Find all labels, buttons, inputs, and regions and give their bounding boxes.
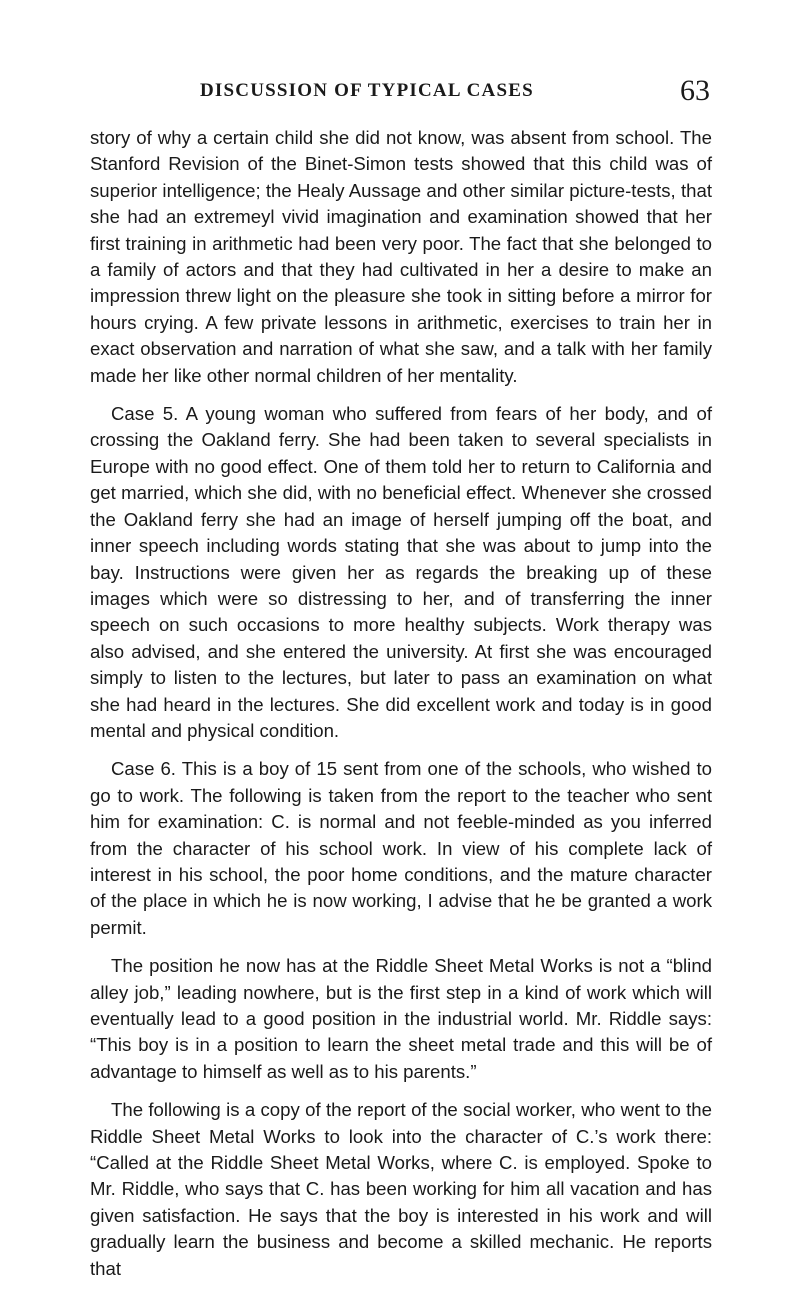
- paragraph-social-worker-report: The following is a copy of the report of the social worker, who went to the Riddle Sheet Metal Works to look into the character of C.’s work there: “Called at the Riddle Sheet Metal Works, where C. is employed. Spoke to Mr. Riddle, who says that C. has been working for him all vacation and has given satisfaction. He says that the boy is interested in his work and will gradually learn the business and become a skilled mechanic. He reports that: [90, 1099, 712, 1279]
- paragraph-continuation: story of why a certain child she did not know, was absent from school. The Stanford Revision of the Binet-Simon tests showed that this child was of superior intelligence; the Healy Aussage and other similar picture-tests, that she had an extremeyl vivid imagination and examination showed that her first training in arithmetic had been very poor. The fact that she belonged to a family of actors and that they had cultivated in her a desire to make an impression threw light on the pleasure she took in sitting before a mirror for hours crying. A few private lessons in arithmetic, exercises to train her in exact observation and narration of what she saw, and a talk with her family made her like other normal children of her mentality.: [90, 127, 712, 386]
- paragraph-case-6: Case 6. This is a boy of 15 sent from one of the schools, who wished to go to work. The following is taken from the report to the teacher who sent him for examination: C. is normal and not feeble-minded as you inferred from the character of his school work. In view of his complete lack of interest in his school, the poor home conditions, and the mature character of the place in which he is now working, I advise that he be granted a work permit.: [90, 758, 712, 938]
- paragraph-case-5: Case 5. A young woman who suffered from fears of her body, and of crossing the Oakland ferry. She had been taken to several specialists in Europe with no good effect. One of them told her to return to California and get married, which she did, with no beneficial effect. Whenever she crossed the Oakland ferry she had an image of herself jumping off the boat, and inner speech including words stating that she was about to jump into the bay. Instructions were given her as regards the breaking up of these images which were so distressing to her, and of transferring the inner speech on such occasions to more healthy subjects. Work therapy was also advised, and she entered the university. At first she was encouraged simply to listen to the lectures, but later to pass an examination on what she had heard in the lectures. She did excellent work and today is in good mental and physical condition.: [90, 403, 712, 741]
- page-header: [200, 72, 710, 107]
- paragraph-work-position: The position he now has at the Riddle Sheet Metal Works is not a “blind alley job,” leading nowhere, but is the first step in a kind of work which will eventually lead to a good position in the industrial world. Mr. Riddle says: “This boy is in a position to learn the sheet metal trade and this will be of advantage to himself as well as to his parents.”: [90, 955, 712, 1082]
- body-text: [90, 125, 712, 1294]
- page-number: 63: [680, 74, 710, 107]
- running-head: DISCUSSION OF TYPICAL CASES: [200, 80, 534, 101]
